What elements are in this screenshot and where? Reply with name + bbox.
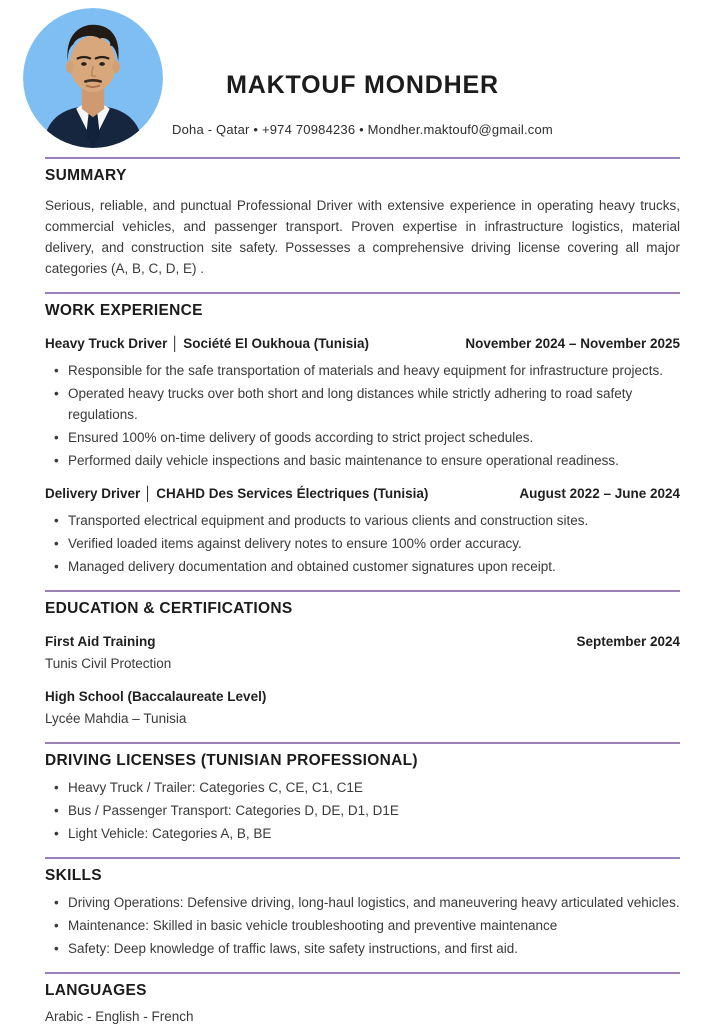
job-bullet: • Managed delivery documentation and obtained customer signatures upon receipt. [45, 556, 680, 577]
education-heading: EDUCATION & CERTIFICATIONS [45, 600, 293, 617]
job-title: Delivery Driver │ CHAHD Des Services Électriques (Tunisia) [45, 486, 429, 501]
job-dates: August 2022 – June 2024 [519, 486, 680, 501]
section-summary [45, 157, 680, 279]
languages-text: Arabic - English - French [45, 1009, 194, 1024]
candidate-name: MAKTOUF MONDHER [226, 71, 499, 99]
job-bullet: • Transported electrical equipment and products to various clients and construction sites. [45, 510, 680, 531]
license-bullet: • Light Vehicle: Categories A, B, BE [45, 823, 680, 844]
summary-heading: SUMMARY [45, 167, 127, 184]
work-experience-heading: WORK EXPERIENCE [45, 302, 203, 319]
job-bullet: • Operated heavy trucks over both short and long distances while strictly adhering to road safety regulations. [45, 383, 680, 425]
profile-photo-illustration [23, 8, 163, 148]
education-title-row [45, 687, 680, 707]
section-languages [45, 972, 680, 1024]
job-bullet-list [45, 510, 680, 577]
job-bullet: • Responsible for the safe transportation of materials and heavy equipment for infrastructure projects. [45, 360, 680, 381]
profile-photo [23, 8, 163, 148]
job-bullet: • Ensured 100% on-time delivery of goods according to strict project schedules. [45, 427, 680, 448]
skill-bullet: • Safety: Deep knowledge of traffic laws, site safety instructions, and first aid. [45, 938, 680, 959]
education-entry [45, 632, 680, 674]
resume-header [45, 0, 680, 157]
skill-bullet: • Maintenance: Skilled in basic vehicle troubleshooting and preventive maintenance [45, 915, 680, 936]
job-entry [45, 484, 680, 577]
license-bullet-list [45, 777, 680, 844]
job-title-row [45, 484, 680, 504]
skill-bullet: • Driving Operations: Defensive driving, long-haul logistics, and maneuvering heavy articulated vehicles. [45, 892, 680, 913]
section-driving-licenses [45, 742, 680, 844]
job-title-row [45, 334, 680, 354]
education-org: Tunis Civil Protection [45, 656, 172, 671]
job-bullet: • Performed daily vehicle inspections and basic maintenance to ensure operational readiness. [45, 450, 680, 471]
skills-bullet-list [45, 892, 680, 959]
job-title: Heavy Truck Driver │ Société El Oukhoua (Tunisia) [45, 336, 370, 351]
languages-heading: LANGUAGES [45, 982, 147, 999]
section-skills [45, 857, 680, 959]
education-org: Lycée Mahdia – Tunisia [45, 711, 187, 726]
skills-heading: SKILLS [45, 867, 102, 884]
education-title: High School (Baccalaureate Level) [45, 689, 267, 704]
license-bullet: • Bus / Passenger Transport: Categories D, DE, D1, D1E [45, 800, 680, 821]
job-dates: November 2024 – November 2025 [465, 336, 680, 351]
section-education [45, 590, 680, 729]
education-date: September 2024 [576, 634, 680, 649]
job-bullet-list [45, 360, 680, 471]
contact-line: Doha - Qatar • +974 70984236 • Mondher.maktouf0@gmail.com [172, 122, 553, 137]
job-entry [45, 334, 680, 471]
education-title: First Aid Training [45, 634, 156, 649]
driving-licenses-heading: DRIVING LICENSES (TUNISIAN PROFESSIONAL) [45, 752, 418, 769]
education-title-row [45, 632, 680, 652]
license-bullet: • Heavy Truck / Trailer: Categories C, CE, C1, C1E [45, 777, 680, 798]
job-bullet: • Verified loaded items against delivery notes to ensure 100% order accuracy. [45, 533, 680, 554]
summary-text: Serious, reliable, and punctual Professional Driver with extensive experience in operating heavy trucks, commercial vehicles, and passenger transport. Proven expertise in infrastructure logistics, material delivery, and construction site safety. Possesses a comprehensive driving license covering all major categories (A, B, C, D, E) . [45, 198, 680, 276]
section-work-experience [45, 292, 680, 577]
education-entry [45, 687, 680, 729]
